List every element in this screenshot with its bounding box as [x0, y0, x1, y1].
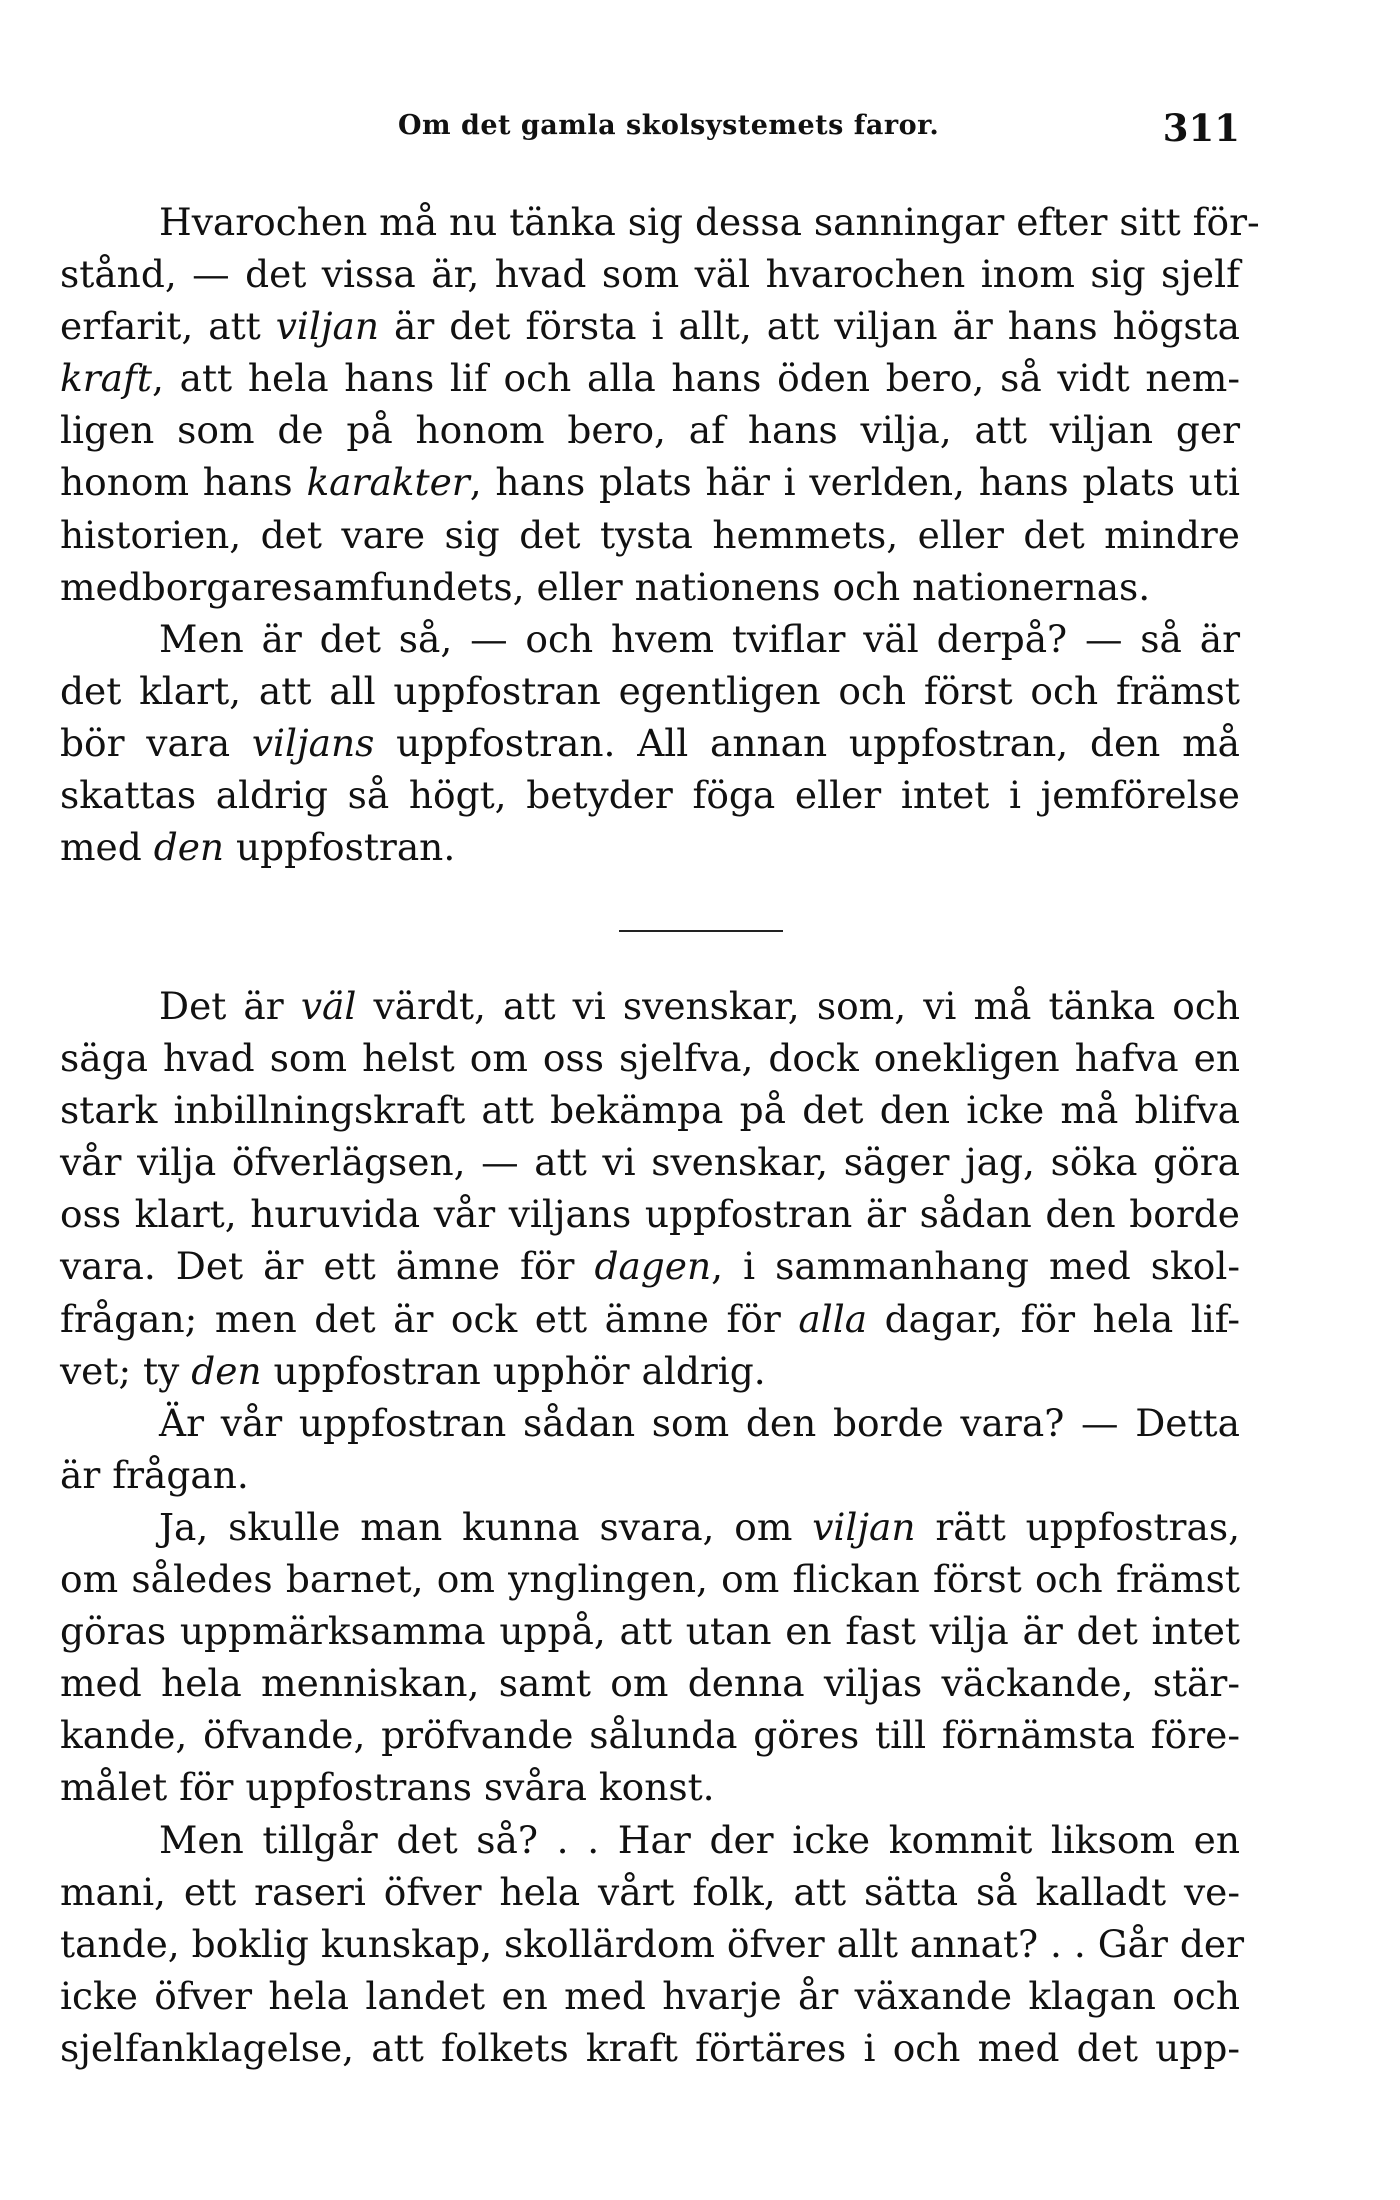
text-line: göras uppmärksamma uppå, att utan en fast vilja är det intet [60, 1609, 1240, 1654]
text-line: Men tillgår det så? . . Har der icke kommit liksom en [159, 1817, 1240, 1862]
text-line: frågan; men det är ock ett ämne för alla dagar, för hela lif- [60, 1296, 1240, 1341]
text-line: Hvarochen må nu tänka sig dessa sanningar efter sitt för- [159, 200, 1260, 244]
text-line: Ja, skulle man kunna svara, om viljan rätt uppfostras, [159, 1504, 1240, 1549]
paragraph-5 [60, 1501, 1240, 1814]
emphasis: viljans [251, 720, 375, 765]
text-line: Det är väl värdt, att vi svenskar, som, vi må tänka och [159, 984, 1241, 1028]
text-line: sjelfanklagelse, att folkets kraft förtäres i och med det upp- [60, 2025, 1240, 2070]
text-line: med hela menniskan, samt om denna viljas väckande, stär- [60, 1661, 1240, 1706]
emphasis: karakter [306, 460, 470, 505]
text-line: vara. Det är ett ämne för dagen, i sammanhang med skol- [60, 1244, 1240, 1289]
text-line: är frågan. [60, 1452, 249, 1497]
text-line: historien, det vare sig det tysta hemmets, eller det mindre [60, 512, 1240, 557]
running-head: Om det gamla skolsystemets faror. [398, 110, 940, 141]
text-line: erfarit, att viljan är det första i allt, att viljan är hans högsta [60, 304, 1241, 349]
text-line: det klart, att all uppfostran egentligen och först och främst [60, 668, 1240, 713]
emphasis: dagen [594, 1244, 712, 1289]
text-line: tande, boklig kunskap, skollärdom öfver allt annat? . . Går der [60, 1921, 1244, 1966]
paragraph-2 [60, 613, 1240, 873]
text-line: säga hvad som helst om oss sjelfva, dock onekligen hafva en [60, 1036, 1240, 1081]
text-line: medborgaresamfundets, eller nationens och nationernas. [60, 564, 1151, 609]
text-line: stark inbillningskraft att bekämpa på det den icke må blifva [60, 1088, 1240, 1133]
emphasis: viljan [275, 304, 380, 349]
text-line: vår vilja öfverlägsen, — att vi svenskar, säger jag, söka göra [60, 1140, 1240, 1185]
page-header [60, 106, 1240, 160]
text-line: bör vara viljans uppfostran. All annan uppfostran, den må [60, 720, 1240, 765]
text-line: ligen som de på honom bero, af hans vilja, att viljan ger [60, 408, 1240, 453]
emphasis: alla [798, 1296, 868, 1341]
text-line: Men är det så, — och hvem tviflar väl derpå? — så är [159, 616, 1240, 661]
section-divider [619, 930, 783, 932]
emphasis: viljan [812, 1504, 916, 1549]
paragraph-6 [60, 1814, 1244, 2074]
page-number: 311 [1162, 106, 1240, 150]
text-line: oss klart, huruvida vår viljans uppfostran är sådan den borde [60, 1192, 1240, 1237]
text-line: stånd, — det vissa är, hvad som väl hvarochen inom sig sjelf [60, 252, 1240, 297]
emphasis: den [153, 825, 225, 870]
text-line: om således barnet, om ynglingen, om flickan först och främst [60, 1557, 1240, 1602]
text-line: kraft, att hela hans lif och alla hans öden bero, så vidt nem- [60, 356, 1240, 401]
text-line: Är vår uppfostran sådan som den borde vara? — Detta [159, 1400, 1240, 1445]
emphasis: den [191, 1348, 262, 1393]
text-line: honom hans karakter, hans plats här i verlden, hans plats uti [60, 460, 1241, 505]
text-line: icke öfver hela landet en med hvarje år växande klagan och [60, 1973, 1240, 2018]
text-section-1 [60, 196, 1260, 873]
paragraph-3 [60, 980, 1240, 1397]
text-line: kande, öfvande, pröfvande sålunda göres till förnämsta före- [60, 1713, 1240, 1758]
text-line: målet för uppfostrans svåra konst. [60, 1765, 715, 1810]
paragraph-4 [60, 1397, 1240, 1501]
text-line: vet; ty den uppfostran upphör aldrig. [60, 1348, 766, 1393]
text-line: mani, ett raseri öfver hela vårt folk, att sätta så kalladt ve- [60, 1869, 1240, 1914]
text-line: med den uppfostran. [60, 825, 456, 870]
text-line: skattas aldrig så högt, betyder föga eller intet i jemförelse [60, 773, 1240, 818]
emphasis: väl [300, 984, 357, 1028]
emphasis: kraft [60, 356, 152, 401]
text-section-2 [60, 980, 1244, 2074]
paragraph-1 [60, 196, 1260, 613]
